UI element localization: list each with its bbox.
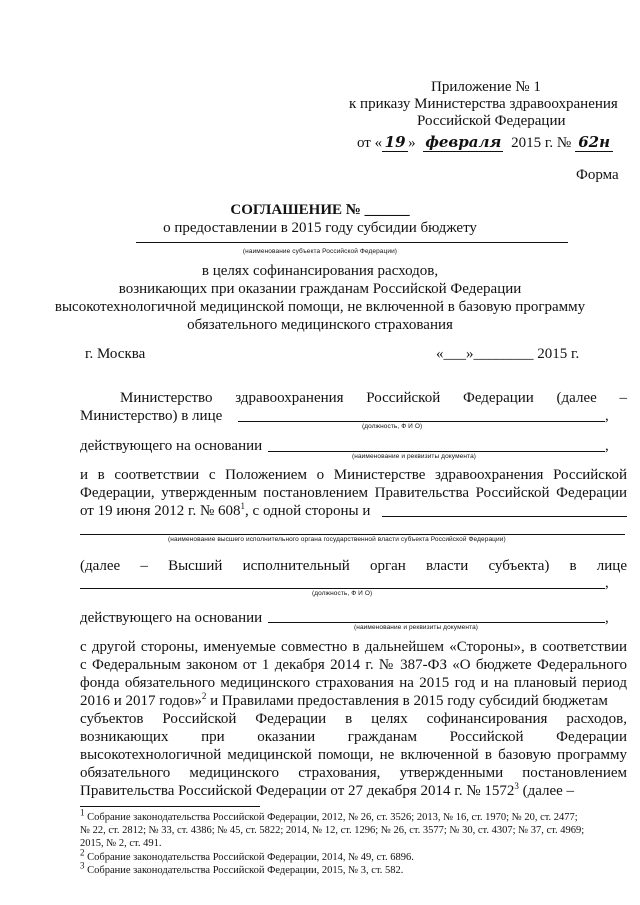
authority-caption: (наименование высшего исполнительного органа государственной власти субъекта Российской Федерации) <box>168 536 506 543</box>
acting-basis-2: действующего на основании <box>80 610 263 626</box>
purpose-line: высокотехнологичной медицинской помощи, не включенной в базовую программу <box>54 299 586 315</box>
paragraph-parties: с другой стороны, именуемые совместно в дальнейшем «Стороны», в соответствии <box>80 639 627 655</box>
paragraph-regulation: и в соответствии с Положением о Министерстве здравоохранения Российской <box>80 467 627 483</box>
paragraph-authority: (далее – Высший исполнительный орган власти субъекта) в лице <box>80 558 627 574</box>
footnote-ref: 1 <box>240 501 246 511</box>
comma: , <box>605 408 609 424</box>
paragraph-parties: Правительства Российской Федерации от 27 декабря 2014 г. № 1572$^3$ (далее – <box>80 781 575 799</box>
purpose-line: в целях софинансирования расходов, <box>201 263 439 279</box>
date-year: 2015 г. № <box>511 135 572 151</box>
footnote-ref: 2 <box>201 691 207 701</box>
order-number: 62н <box>575 133 613 152</box>
document2-blank-line <box>268 622 605 623</box>
authority-blank-line-1 <box>382 516 627 517</box>
authority-blank-line-2 <box>80 534 625 535</box>
paragraph-ministry: Министерство здравоохранения Российской Федерации (далее – <box>120 390 627 406</box>
position2-caption: (должность, Ф И О) <box>312 590 373 597</box>
subject-caption: (наименование субъекта Российской Федерации) <box>242 248 398 255</box>
subject-blank-line <box>136 242 568 243</box>
comma: , <box>605 575 609 591</box>
footnote-ref: 3 <box>514 781 519 791</box>
paragraph-parties: обязательного медицинского страхования, утвержденными постановлением <box>80 765 627 781</box>
appendix-number: Приложение № 1 <box>431 79 541 95</box>
comma: , <box>605 610 609 626</box>
paragraph-regulation: от 19 июня 2012 г. № $608^1$, с одной стороны и <box>80 501 371 519</box>
paragraph-parties: фонда обязательного медицинского страхования на 2015 год и на плановый период <box>80 675 627 691</box>
agreement-date: «___»________ 2015 г. <box>436 346 580 362</box>
footnote-separator <box>80 806 260 807</box>
city: г. Москва <box>85 346 146 362</box>
purpose-line: обязательного медицинского страхования <box>187 317 453 333</box>
footnote: $^2$ Собрание законодательства Российской Федерации, 2014, № 49, ст. 6896. <box>80 847 414 863</box>
position-caption: (должность, Ф И О) <box>362 423 423 430</box>
footnote: $^3$ Собрание законодательства Российской Федерации, 2015, № 3, ст. 582. <box>80 860 404 876</box>
date-prefix: от « <box>357 135 383 151</box>
acting-basis: действующего на основании <box>80 438 263 454</box>
date-day: 19 <box>382 133 408 152</box>
ministry-name: Российской Федерации <box>417 113 566 129</box>
order-reference: к приказу Министерства здравоохранения <box>349 96 618 112</box>
paragraph-parties: 2016 и 2017 годов»$^2$ и Правилами предоставления в 2015 году субсидий бюджетам <box>80 691 608 709</box>
footnote: № 22, ст. 2812; № 33, ст. 4386; № 45, ст. 5822; 2014, № 12, ст. 1296; № 26, ст. 3577; № 30, ст. 4307; № 37, ст. 4969; <box>80 825 585 836</box>
form-label: Форма <box>576 167 619 183</box>
position2-blank-line <box>80 588 605 589</box>
document-blank-line <box>268 451 605 452</box>
paragraph-parties: высокотехнологичной медицинской помощи, не включенной в базовую программу <box>80 747 627 763</box>
comma: , <box>605 438 609 454</box>
date-month: февраля <box>425 133 502 151</box>
footnote: $^1$ Собрание законодательства Российской Федерации, 2012, № 26, ст. 3526; 2013, № 16, ст. 1970; № 20, ст. 2477; <box>80 807 578 823</box>
paragraph-regulation: Федерации, утвержденным постановлением Правительства Российской Федерации <box>80 485 627 501</box>
document-caption: (наименование и реквизиты документа) <box>352 453 477 460</box>
agreement-title: СОГЛАШЕНИЕ № ______ <box>230 202 410 218</box>
footnote: 2015, № 2, ст. 491. <box>80 838 162 849</box>
paragraph-parties: с Федеральным законом от 1 декабря 2014 г. № 387-ФЗ «О бюджете Федерального <box>80 657 627 673</box>
date-mid: » <box>408 135 416 151</box>
order-date-line <box>357 133 613 152</box>
paragraph-ministry-cont: Министерство) в лице <box>80 408 223 424</box>
position-blank-line <box>238 421 605 422</box>
agreement-subtitle: о предоставлении в 2015 году субсидии бюджету <box>163 220 477 236</box>
purpose-line: возникающих при оказании гражданам Российской Федерации <box>118 281 522 297</box>
paragraph-parties: возникающих при оказании гражданам Российской Федерации <box>80 729 627 745</box>
document2-caption: (наименование и реквизиты документа) <box>354 624 479 631</box>
paragraph-parties: субъектов Российской Федерации в целях софинансирования расходов, <box>80 711 627 727</box>
